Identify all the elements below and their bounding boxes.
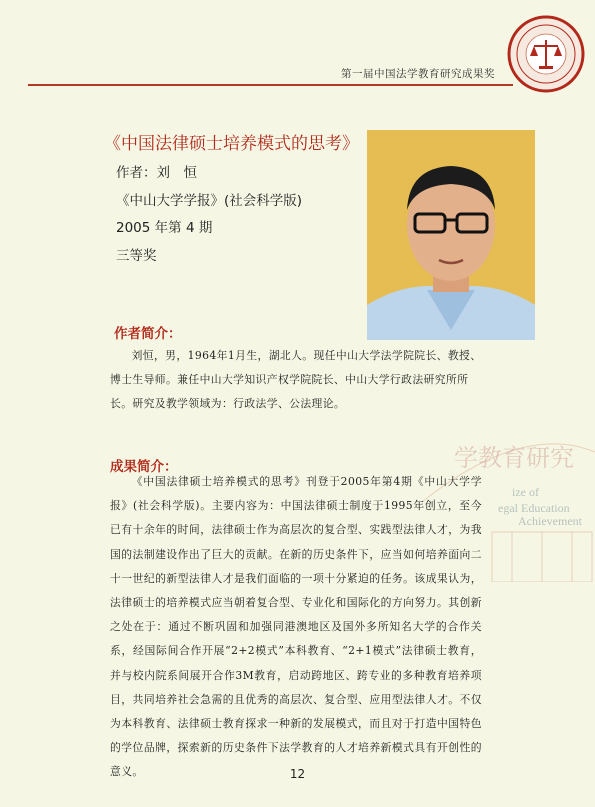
award-seal-logo [506,14,586,94]
article-author: 作者：刘 恒 [116,165,197,181]
watermark-en-1: ize of [512,485,539,499]
article-journal: 《中山大学学报》(社会科学版) [116,193,303,209]
header-divider [28,84,513,86]
header-title: 第一届中国法学教育研究成果奖 [341,68,495,80]
summary-text: 《中国法律硕士培养模式的思考》刊登于2005年第4期《中山大学学报》(社会科学版)。主要内容为：中国法律硕士制度于1995年创立，至今已有十余年的时间，法律硕士作为高层次的复合型、实践型法律人才，为我国的法制建设作出了巨大的贡献。在新的历史条件下，应当如何培养面向二十一世纪的新型法律人才是我们面临的一项十分紧迫的任务。该成果认为，法律硕士的培养模式应当朝着复合型、专业化和国际化的方向努力。其创新之处在于：通过不断巩固和加强同港澳地区及国外多所知名大学的合作关系，经国际间合作开展“2+2模式”本科教育、“2+1模式”法律硕士教育，并与校内院系间展开合作3M教育，启动跨地区、跨专业的多种教育培养项目，共同培养社会急需的且优秀的高层次、复合型、应用型法律人才。不仅为本科教育、法律硕士教育探求一种新的发展模式，而且对于打造中国特色的学位品牌，探索新的历史条件下法学教育的人才培养新模式具有开创性的意义。 [110,475,482,779]
author-intro-heading: 作者简介： [114,326,182,342]
summary-heading: 成果简介： [110,459,178,475]
article-title: 《中国法律硕士培养模式的思考》 [104,134,359,154]
watermark-cn: 学教育研究 [454,444,574,472]
article-issue: 2005 年第 4 期 [116,220,213,236]
page-number: 12 [289,767,306,781]
author-photo [367,130,535,340]
watermark-en-3: Achievement [518,514,582,528]
article-award: 三等奖 [116,248,157,264]
author-intro-text: 刘恒，男，1964年1月生，湖北人。现任中山大学法学院院长、教授、博士生导师。兼任中山大学知识产权学院院长、中山大学行政法研究所所长。研究及教学领域为：行政法学、公法理论。 [110,349,482,410]
watermark-en-2: egal Education [498,501,570,515]
